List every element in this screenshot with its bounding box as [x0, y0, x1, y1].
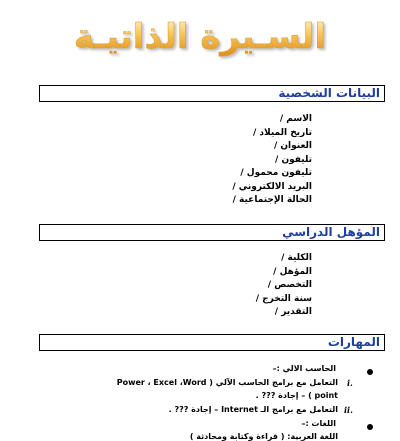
cv-title: [0, 6, 400, 68]
skills-content: [0, 360, 400, 439]
roman-ii: ii.: [344, 405, 353, 415]
field-phone: تليفون /: [275, 154, 312, 165]
education-fields: [112, 252, 312, 320]
personal-fields: [112, 113, 312, 208]
skill-computer-label: الحاسب الالي :–: [272, 364, 336, 373]
bullet-computer: [367, 369, 373, 375]
field-graduation-year: سنة التخرج /: [255, 293, 312, 304]
skill-languages-label: اللغات :–: [301, 419, 336, 428]
skill-languages-line1: اللغة العربية: ( قراءة وكتابة ومحادثة ): [189, 432, 338, 441]
section-personal-heading: البيانات الشخصية: [39, 85, 385, 102]
roman-i: i.: [347, 378, 353, 388]
cv-title-graphic: [0, 6, 400, 68]
section-education-heading: المؤهل الدراسي: [39, 224, 385, 241]
skill-computer-item2-line1: التعامل مع برامج الـ Internet – إجادة ??? .: [168, 405, 338, 414]
field-email: البريد الالكتروني /: [232, 181, 312, 192]
section-skills-heading: المهارات: [39, 334, 385, 351]
bullet-languages: [367, 424, 373, 430]
field-college: الكلية /: [281, 253, 312, 263]
field-grade: التقدير /: [274, 307, 312, 317]
field-birthdate: تاريخ الميلاد /: [253, 127, 312, 138]
field-name: الاسم /: [279, 114, 312, 124]
field-address: العنوان /: [273, 141, 312, 151]
skill-computer-item1-line1: التعامل مع برامج الحاسب الآلي ( Power ، Excel ،Word: [116, 378, 338, 387]
skill-computer-item1-line2: point ) – إجادة ??? .: [255, 391, 338, 400]
field-qualification: المؤهل /: [273, 266, 312, 277]
field-marital-status: الحالة الإجتماعية /: [232, 195, 312, 205]
field-mobile: تليفون محمول /: [240, 168, 312, 178]
field-major: التخصص /: [267, 280, 312, 290]
cv-title-text: السـيرة الذاتيـة: [73, 17, 327, 57]
